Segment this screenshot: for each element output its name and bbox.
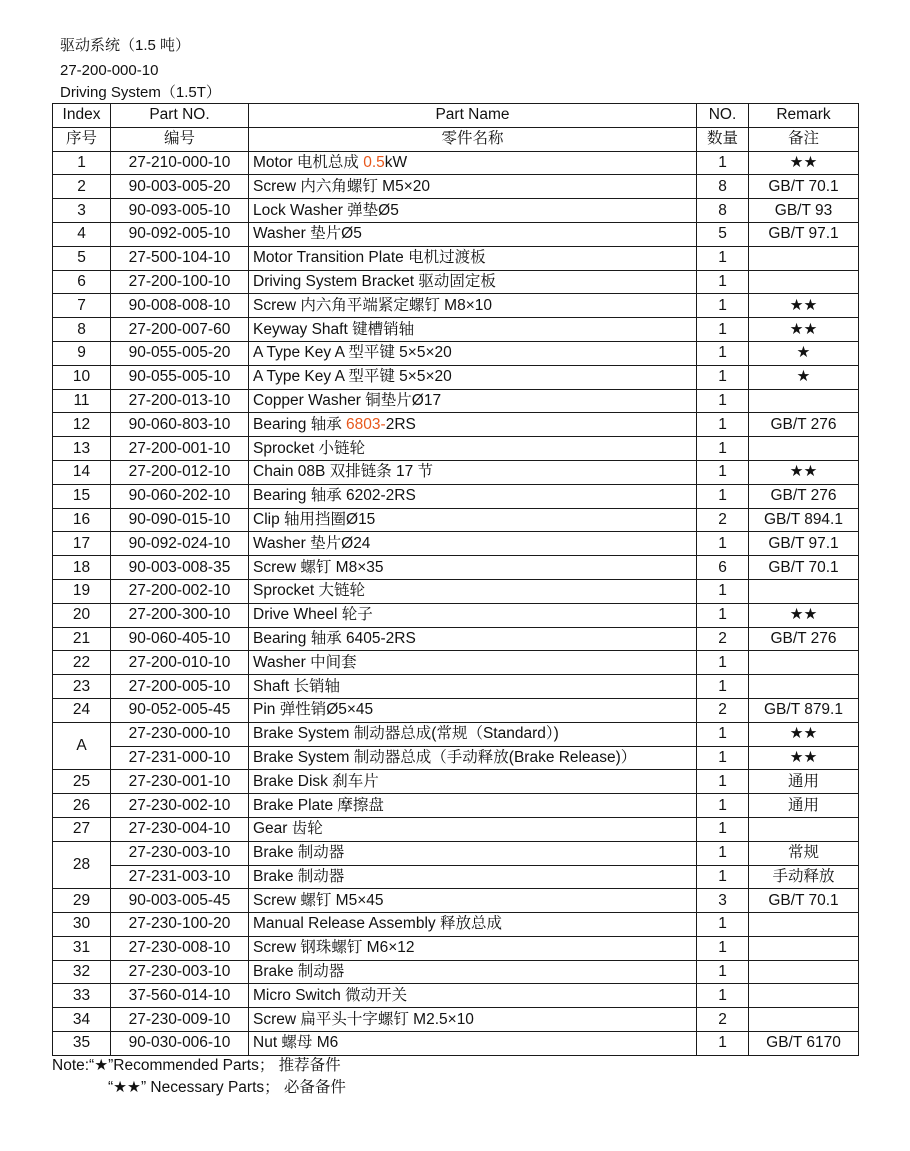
title-english: Driving System（1.5T） bbox=[60, 84, 221, 101]
part-name-text: Chain 08B 双排链条 17 节 bbox=[253, 463, 434, 481]
row-remark bbox=[749, 675, 859, 699]
row-qty: 1 bbox=[697, 484, 749, 508]
header-part-no: Part NO. bbox=[111, 104, 249, 128]
row-qty: 1 bbox=[697, 365, 749, 389]
part-name-text: Bearing 轴承 6202-2RS bbox=[253, 487, 416, 505]
row-index: A bbox=[53, 722, 111, 770]
row-part-name bbox=[249, 413, 697, 437]
header-part-no-cn: 编号 bbox=[111, 127, 249, 151]
row-remark: 通用 bbox=[749, 794, 859, 818]
row-part-name bbox=[249, 794, 697, 818]
row-part-name bbox=[249, 746, 697, 770]
row-remark: ★★ bbox=[749, 294, 859, 318]
row-index: 20 bbox=[53, 603, 111, 627]
row-remark: GB/T 276 bbox=[749, 484, 859, 508]
row-qty: 1 bbox=[697, 746, 749, 770]
part-name-highlight: 0.5 bbox=[363, 153, 385, 171]
row-qty: 3 bbox=[697, 889, 749, 913]
table-row bbox=[53, 936, 859, 960]
header-part-name: Part Name bbox=[249, 104, 697, 128]
row-qty: 8 bbox=[697, 199, 749, 223]
row-remark: GB/T 879.1 bbox=[749, 698, 859, 722]
part-name-text: Shaft 长销轴 bbox=[253, 677, 340, 695]
row-part-name bbox=[249, 151, 697, 175]
table-row bbox=[53, 532, 859, 556]
header-qty-cn: 数量 bbox=[697, 127, 749, 151]
row-part-no: 90-090-015-10 bbox=[111, 508, 249, 532]
row-part-no: 27-200-001-10 bbox=[111, 437, 249, 461]
table-row bbox=[53, 913, 859, 937]
row-part-name bbox=[249, 913, 697, 937]
row-qty: 1 bbox=[697, 603, 749, 627]
row-index: 32 bbox=[53, 960, 111, 984]
row-remark: ★★ bbox=[749, 151, 859, 175]
row-remark bbox=[749, 246, 859, 270]
row-part-no: 90-092-024-10 bbox=[111, 532, 249, 556]
row-index: 6 bbox=[53, 270, 111, 294]
row-qty: 1 bbox=[697, 294, 749, 318]
row-remark bbox=[749, 1008, 859, 1032]
row-part-name bbox=[249, 889, 697, 913]
row-qty: 2 bbox=[697, 1008, 749, 1032]
row-part-name bbox=[249, 389, 697, 413]
table-row bbox=[53, 413, 859, 437]
row-qty: 1 bbox=[697, 532, 749, 556]
part-name-text: Washer 垫片Ø24 bbox=[253, 534, 371, 552]
table-row bbox=[53, 270, 859, 294]
part-name-text: Motor Transition Plate 电机过渡板 bbox=[253, 249, 486, 267]
part-name-text: Nut 螺母 M6 bbox=[253, 1034, 339, 1052]
row-index: 24 bbox=[53, 698, 111, 722]
row-qty: 1 bbox=[697, 984, 749, 1008]
row-index: 31 bbox=[53, 936, 111, 960]
part-name-text: Driving System Bracket 驱动固定板 bbox=[253, 272, 496, 290]
part-name-text: Brake System 制动器总成（手动释放(Brake Release)） bbox=[253, 748, 637, 766]
header-row-english bbox=[53, 104, 859, 128]
header-row-chinese bbox=[53, 127, 859, 151]
row-part-name bbox=[249, 579, 697, 603]
table-row bbox=[53, 770, 859, 794]
row-part-name bbox=[249, 222, 697, 246]
row-index: 14 bbox=[53, 460, 111, 484]
row-remark: GB/T 894.1 bbox=[749, 508, 859, 532]
row-index: 27 bbox=[53, 817, 111, 841]
row-index: 28 bbox=[53, 841, 111, 889]
row-index: 29 bbox=[53, 889, 111, 913]
part-name-text: Pin 弹性销Ø5×45 bbox=[253, 701, 374, 719]
row-remark: GB/T 276 bbox=[749, 627, 859, 651]
row-part-no: 27-200-002-10 bbox=[111, 579, 249, 603]
part-name-text: 2RS bbox=[385, 415, 416, 433]
row-part-no: 27-500-104-10 bbox=[111, 246, 249, 270]
table-row bbox=[53, 318, 859, 342]
part-name-text: Screw 扁平头十字螺钉 M2.5×10 bbox=[253, 1010, 474, 1028]
row-remark: ★★ bbox=[749, 603, 859, 627]
row-part-no: 90-093-005-10 bbox=[111, 199, 249, 223]
table-row bbox=[53, 794, 859, 818]
row-part-no: 27-230-001-10 bbox=[111, 770, 249, 794]
row-qty: 1 bbox=[697, 651, 749, 675]
row-part-name bbox=[249, 246, 697, 270]
row-qty: 1 bbox=[697, 936, 749, 960]
part-name-text: A Type Key A 型平键 5×5×20 bbox=[253, 368, 452, 386]
parts-table bbox=[52, 103, 859, 1056]
row-remark: ★★ bbox=[749, 722, 859, 746]
part-name-text: Manual Release Assembly 释放总成 bbox=[253, 915, 502, 933]
row-remark bbox=[749, 960, 859, 984]
row-remark bbox=[749, 817, 859, 841]
row-remark: GB/T 70.1 bbox=[749, 556, 859, 580]
row-part-name bbox=[249, 770, 697, 794]
parts-table-body bbox=[53, 104, 859, 1056]
header-remark-cn: 备注 bbox=[749, 127, 859, 151]
row-remark: ★ bbox=[749, 365, 859, 389]
row-part-name bbox=[249, 365, 697, 389]
row-index: 4 bbox=[53, 222, 111, 246]
part-name-text: Brake 制动器 bbox=[253, 844, 345, 862]
table-row bbox=[53, 246, 859, 270]
table-row bbox=[53, 437, 859, 461]
row-index: 9 bbox=[53, 341, 111, 365]
row-index: 19 bbox=[53, 579, 111, 603]
row-qty: 1 bbox=[697, 770, 749, 794]
table-row bbox=[53, 865, 859, 889]
row-part-no: 27-200-100-10 bbox=[111, 270, 249, 294]
row-part-no: 90-003-008-35 bbox=[111, 556, 249, 580]
row-part-name bbox=[249, 341, 697, 365]
row-index: 12 bbox=[53, 413, 111, 437]
row-part-name bbox=[249, 936, 697, 960]
row-part-no: 27-230-009-10 bbox=[111, 1008, 249, 1032]
row-part-name bbox=[249, 1032, 697, 1056]
row-index: 2 bbox=[53, 175, 111, 199]
row-index: 8 bbox=[53, 318, 111, 342]
row-part-no: 27-230-002-10 bbox=[111, 794, 249, 818]
row-part-no: 90-052-005-45 bbox=[111, 698, 249, 722]
row-part-no: 27-230-003-10 bbox=[111, 960, 249, 984]
row-part-no: 27-231-000-10 bbox=[111, 746, 249, 770]
row-index: 11 bbox=[53, 389, 111, 413]
table-row bbox=[53, 651, 859, 675]
row-remark bbox=[749, 437, 859, 461]
row-part-name bbox=[249, 841, 697, 865]
header-remark: Remark bbox=[749, 104, 859, 128]
row-index: 1 bbox=[53, 151, 111, 175]
row-part-name bbox=[249, 437, 697, 461]
row-part-no: 27-230-003-10 bbox=[111, 841, 249, 865]
row-part-no: 27-230-100-20 bbox=[111, 913, 249, 937]
row-qty: 1 bbox=[697, 151, 749, 175]
row-part-name bbox=[249, 460, 697, 484]
title-chinese: 驱动系统（1.5 吨） bbox=[60, 37, 191, 54]
table-row bbox=[53, 603, 859, 627]
table-row bbox=[53, 460, 859, 484]
row-remark bbox=[749, 270, 859, 294]
row-part-no: 27-200-007-60 bbox=[111, 318, 249, 342]
row-part-no: 27-230-000-10 bbox=[111, 722, 249, 746]
row-index: 15 bbox=[53, 484, 111, 508]
part-name-text: Brake 制动器 bbox=[253, 867, 345, 885]
table-row bbox=[53, 984, 859, 1008]
row-part-no: 90-060-202-10 bbox=[111, 484, 249, 508]
table-row bbox=[53, 579, 859, 603]
row-part-name bbox=[249, 484, 697, 508]
row-index: 23 bbox=[53, 675, 111, 699]
note-necessary: “★★” Necessary Parts； 必备备件 bbox=[108, 1079, 346, 1096]
row-index: 35 bbox=[53, 1032, 111, 1056]
row-qty: 1 bbox=[697, 960, 749, 984]
row-remark: 常规 bbox=[749, 841, 859, 865]
part-name-text: kW bbox=[384, 153, 408, 171]
row-qty: 1 bbox=[697, 794, 749, 818]
row-part-no: 27-231-003-10 bbox=[111, 865, 249, 889]
part-name-text: Bearing 轴承 bbox=[253, 415, 347, 433]
row-part-name bbox=[249, 603, 697, 627]
header-index-cn: 序号 bbox=[53, 127, 111, 151]
part-name-text: Sprocket 小链轮 bbox=[253, 439, 365, 457]
part-name-text: Gear 齿轮 bbox=[253, 820, 323, 838]
row-remark: GB/T 97.1 bbox=[749, 532, 859, 556]
row-qty: 1 bbox=[697, 865, 749, 889]
row-part-name bbox=[249, 651, 697, 675]
row-remark: 通用 bbox=[749, 770, 859, 794]
part-name-text: Lock Washer 弹垫Ø5 bbox=[253, 201, 399, 219]
row-remark bbox=[749, 936, 859, 960]
row-part-no: 90-030-006-10 bbox=[111, 1032, 249, 1056]
row-index: 17 bbox=[53, 532, 111, 556]
table-row bbox=[53, 508, 859, 532]
row-qty: 1 bbox=[697, 460, 749, 484]
part-name-text: Motor 电机总成 bbox=[253, 153, 364, 171]
row-qty: 8 bbox=[697, 175, 749, 199]
row-index: 33 bbox=[53, 984, 111, 1008]
table-row bbox=[53, 151, 859, 175]
row-part-name bbox=[249, 817, 697, 841]
row-part-name bbox=[249, 270, 697, 294]
row-index: 13 bbox=[53, 437, 111, 461]
table-row bbox=[53, 698, 859, 722]
row-index: 16 bbox=[53, 508, 111, 532]
row-remark: GB/T 276 bbox=[749, 413, 859, 437]
part-name-text: Drive Wheel 轮子 bbox=[253, 606, 373, 624]
row-remark bbox=[749, 913, 859, 937]
part-name-text: Screw 螺钉 M5×45 bbox=[253, 891, 384, 909]
row-part-no: 27-200-013-10 bbox=[111, 389, 249, 413]
note-recommended: Note:“★”Recommended Parts； 推荐备件 bbox=[52, 1057, 341, 1074]
header-qty: NO. bbox=[697, 104, 749, 128]
part-name-text: Bearing 轴承 6405-2RS bbox=[253, 629, 416, 647]
part-name-text: Sprocket 大链轮 bbox=[253, 582, 365, 600]
row-qty: 2 bbox=[697, 627, 749, 651]
row-qty: 1 bbox=[697, 841, 749, 865]
row-part-no: 27-200-300-10 bbox=[111, 603, 249, 627]
part-name-text: Clip 轴用挡圈Ø15 bbox=[253, 510, 376, 528]
row-remark: ★★ bbox=[749, 460, 859, 484]
row-part-no: 90-003-005-20 bbox=[111, 175, 249, 199]
row-part-no: 90-060-405-10 bbox=[111, 627, 249, 651]
row-part-name bbox=[249, 199, 697, 223]
part-name-highlight: 6803- bbox=[346, 415, 386, 433]
part-name-text: Washer 垫片Ø5 bbox=[253, 225, 362, 243]
row-part-name bbox=[249, 556, 697, 580]
row-remark bbox=[749, 579, 859, 603]
row-remark bbox=[749, 651, 859, 675]
row-index: 34 bbox=[53, 1008, 111, 1032]
table-row bbox=[53, 722, 859, 746]
assembly-code: 27-200-000-10 bbox=[60, 62, 159, 79]
row-remark bbox=[749, 389, 859, 413]
row-index: 5 bbox=[53, 246, 111, 270]
row-qty: 5 bbox=[697, 222, 749, 246]
row-index: 30 bbox=[53, 913, 111, 937]
table-row bbox=[53, 484, 859, 508]
table-row bbox=[53, 889, 859, 913]
table-row bbox=[53, 199, 859, 223]
row-qty: 2 bbox=[697, 698, 749, 722]
table-row bbox=[53, 175, 859, 199]
row-index: 10 bbox=[53, 365, 111, 389]
table-row bbox=[53, 222, 859, 246]
row-qty: 1 bbox=[697, 437, 749, 461]
part-name-text: Screw 内六角螺钉 M5×20 bbox=[253, 177, 431, 195]
part-name-text: Brake Disk 刹车片 bbox=[253, 772, 379, 790]
table-row bbox=[53, 817, 859, 841]
row-part-name bbox=[249, 960, 697, 984]
row-part-no: 90-055-005-10 bbox=[111, 365, 249, 389]
row-part-name bbox=[249, 532, 697, 556]
part-name-text: Micro Switch 微动开关 bbox=[253, 986, 408, 1004]
row-qty: 2 bbox=[697, 508, 749, 532]
row-index: 3 bbox=[53, 199, 111, 223]
row-part-no: 27-230-004-10 bbox=[111, 817, 249, 841]
row-part-name bbox=[249, 984, 697, 1008]
table-row bbox=[53, 294, 859, 318]
row-remark: GB/T 70.1 bbox=[749, 175, 859, 199]
row-part-no: 27-200-010-10 bbox=[111, 651, 249, 675]
row-part-name bbox=[249, 1008, 697, 1032]
row-qty: 1 bbox=[697, 270, 749, 294]
part-name-text: Screw 钢珠螺钉 M6×12 bbox=[253, 939, 415, 957]
table-row bbox=[53, 960, 859, 984]
part-name-text: Screw 螺钉 M8×35 bbox=[253, 558, 384, 576]
row-remark bbox=[749, 984, 859, 1008]
row-qty: 1 bbox=[697, 246, 749, 270]
row-qty: 1 bbox=[697, 389, 749, 413]
row-index: 26 bbox=[53, 794, 111, 818]
table-row bbox=[53, 365, 859, 389]
table-row bbox=[53, 675, 859, 699]
row-remark: ★★ bbox=[749, 318, 859, 342]
row-part-name bbox=[249, 698, 697, 722]
row-index: 21 bbox=[53, 627, 111, 651]
table-row bbox=[53, 627, 859, 651]
row-part-no: 90-092-005-10 bbox=[111, 222, 249, 246]
row-part-name bbox=[249, 627, 697, 651]
row-remark: GB/T 93 bbox=[749, 199, 859, 223]
row-qty: 1 bbox=[697, 1032, 749, 1056]
table-row bbox=[53, 556, 859, 580]
table-row bbox=[53, 389, 859, 413]
row-qty: 1 bbox=[697, 579, 749, 603]
part-name-text: Keyway Shaft 键槽销轴 bbox=[253, 320, 415, 338]
header-part-name-cn: 零件名称 bbox=[249, 127, 697, 151]
part-name-text: Washer 中间套 bbox=[253, 653, 357, 671]
row-part-name bbox=[249, 675, 697, 699]
row-part-name bbox=[249, 318, 697, 342]
row-part-no: 27-210-000-10 bbox=[111, 151, 249, 175]
row-part-name bbox=[249, 508, 697, 532]
part-name-text: Screw 内六角平端紧定螺钉 M8×10 bbox=[253, 296, 493, 314]
row-remark: GB/T 6170 bbox=[749, 1032, 859, 1056]
row-qty: 1 bbox=[697, 675, 749, 699]
row-index: 18 bbox=[53, 556, 111, 580]
row-remark: GB/T 70.1 bbox=[749, 889, 859, 913]
row-index: 7 bbox=[53, 294, 111, 318]
row-part-name bbox=[249, 722, 697, 746]
part-name-text: Brake Plate 摩擦盘 bbox=[253, 796, 384, 814]
row-part-no: 37-560-014-10 bbox=[111, 984, 249, 1008]
row-part-no: 90-003-005-45 bbox=[111, 889, 249, 913]
part-name-text: A Type Key A 型平键 5×5×20 bbox=[253, 344, 452, 362]
row-qty: 6 bbox=[697, 556, 749, 580]
part-name-text: Copper Washer 铜垫片Ø17 bbox=[253, 391, 442, 409]
row-qty: 1 bbox=[697, 913, 749, 937]
table-row bbox=[53, 1032, 859, 1056]
row-part-no: 27-230-008-10 bbox=[111, 936, 249, 960]
part-name-text: Brake System 制动器总成(常规（Standard）) bbox=[253, 725, 559, 743]
row-qty: 1 bbox=[697, 817, 749, 841]
header-index: Index bbox=[53, 104, 111, 128]
table-row bbox=[53, 841, 859, 865]
row-part-no: 27-200-012-10 bbox=[111, 460, 249, 484]
row-qty: 1 bbox=[697, 341, 749, 365]
row-remark: ★ bbox=[749, 341, 859, 365]
row-remark: ★★ bbox=[749, 746, 859, 770]
table-row bbox=[53, 341, 859, 365]
table-row bbox=[53, 1008, 859, 1032]
row-remark: GB/T 97.1 bbox=[749, 222, 859, 246]
row-index: 22 bbox=[53, 651, 111, 675]
row-index: 25 bbox=[53, 770, 111, 794]
row-part-no: 90-008-008-10 bbox=[111, 294, 249, 318]
row-part-no: 90-060-803-10 bbox=[111, 413, 249, 437]
table-row bbox=[53, 746, 859, 770]
row-part-name bbox=[249, 294, 697, 318]
row-qty: 1 bbox=[697, 413, 749, 437]
row-part-name bbox=[249, 175, 697, 199]
row-qty: 1 bbox=[697, 318, 749, 342]
row-part-no: 27-200-005-10 bbox=[111, 675, 249, 699]
row-part-no: 90-055-005-20 bbox=[111, 341, 249, 365]
part-name-text: Brake 制动器 bbox=[253, 963, 345, 981]
row-part-name bbox=[249, 865, 697, 889]
row-remark: 手动释放 bbox=[749, 865, 859, 889]
row-qty: 1 bbox=[697, 722, 749, 746]
